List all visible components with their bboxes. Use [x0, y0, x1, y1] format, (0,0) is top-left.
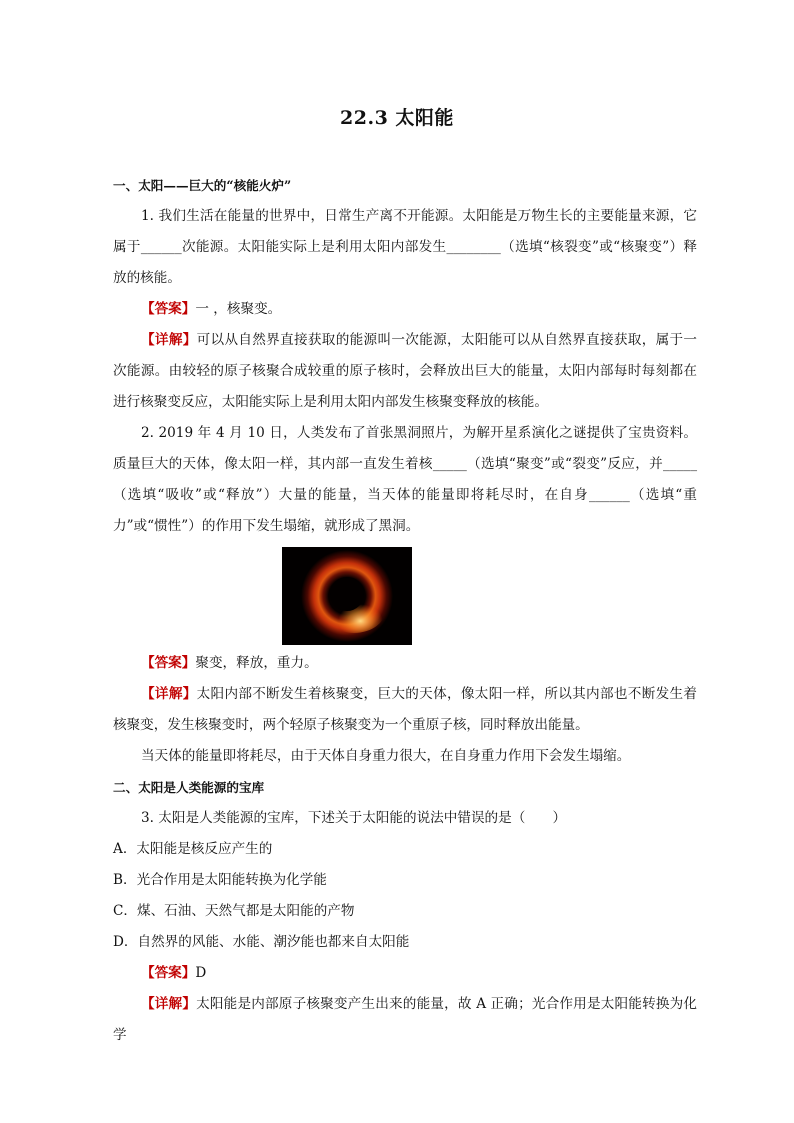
page-title: 22.3 太阳能: [340, 107, 454, 129]
question-1-explanation: [113, 325, 697, 418]
question-3-text: 3. 太阳是人类能源的宝库，下述关于太阳能的说法中错误的是（ ）: [141, 810, 567, 826]
question-3-explanation: [113, 989, 697, 1051]
question-3-options: [113, 834, 697, 958]
option-a: A．太阳能是核反应产生的: [113, 841, 273, 857]
option-b: B．光合作用是太阳能转换为化学能: [113, 872, 327, 888]
question-1-text: 1. 我们生活在能量的世界中，日常生产离不开能源。太阳能是万物生长的主要能量来源，它属于______次能源。太阳能实际上是利用太阳内部发生________（选填“核裂变”或“核聚变”）释放的核能。: [113, 208, 697, 286]
explain-text: 可以从自然界直接获取的能源叫一次能源，太阳能可以从自然界直接获取，属于一次能源。由较轻的原子核聚合成较重的原子核时，会释放出巨大的能量，太阳内部每时每刻都在进行核聚变反应，太阳能实际上是利用太阳内部发生核聚变释放的核能。: [113, 332, 698, 410]
explain-text: 太阳内部不断发生着核聚变，巨大的天体，像太阳一样，所以其内部也不断发生着核聚变，发生核聚变时，两个轻原子核聚变为一个重原子核，同时释放出能量。: [113, 686, 698, 733]
answer-tag: 【答案】: [141, 965, 196, 981]
section-heading-1: 一、太阳——巨大的“核能火炉”: [113, 178, 292, 193]
answer-text: D: [195, 965, 207, 981]
document-body: [113, 170, 697, 1051]
option-d: D．自然界的风能、水能、潮汐能也都来自太阳能: [113, 934, 410, 950]
black-hole-image: [282, 547, 412, 645]
answer-tag: 【答案】: [141, 655, 196, 671]
explain-tag: 【详解】: [141, 996, 197, 1012]
section-heading-2: 二、太阳是人类能源的宝库: [113, 780, 265, 795]
explain-tag: 【详解】: [141, 332, 197, 348]
option-c: C．煤、石油、天然气都是太阳能的产物: [113, 903, 355, 919]
figure-container: [113, 542, 697, 648]
explain-tag: 【详解】: [141, 686, 197, 702]
answer-text: 一 ，核聚变。: [195, 301, 282, 317]
question-2-answer: [113, 648, 697, 679]
question-3-answer: [113, 958, 697, 989]
answer-tag: 【答案】: [141, 301, 196, 317]
question-2-explanation: [113, 679, 697, 741]
question-2-text: 2. 2019 年 4 月 10 日，人类发布了首张黑洞照片，为解开星系演化之谜提供了宝贵资料。质量巨大的天体，像太阳一样，其内部一直发生着核_____（选填“聚变”或“裂变”反应，并_____（选填“吸收”或“释放”）大量的能量，当天体的能量即将耗尽时，在自身______（选填“重力”或“惯性”）的作用下发生塌缩，就形成了黑洞。: [113, 425, 697, 534]
question-2-note: 当天体的能量即将耗尽，由于天体自身重力很大，在自身重力作用下会发生塌缩。: [141, 748, 631, 764]
question-1-answer: [113, 294, 697, 325]
explain-text: 太阳能是内部原子核聚变产生出来的能量，故 A 正确；光合作用是太阳能转换为化学: [113, 996, 698, 1043]
answer-text: 聚变，释放，重力。: [195, 655, 318, 671]
